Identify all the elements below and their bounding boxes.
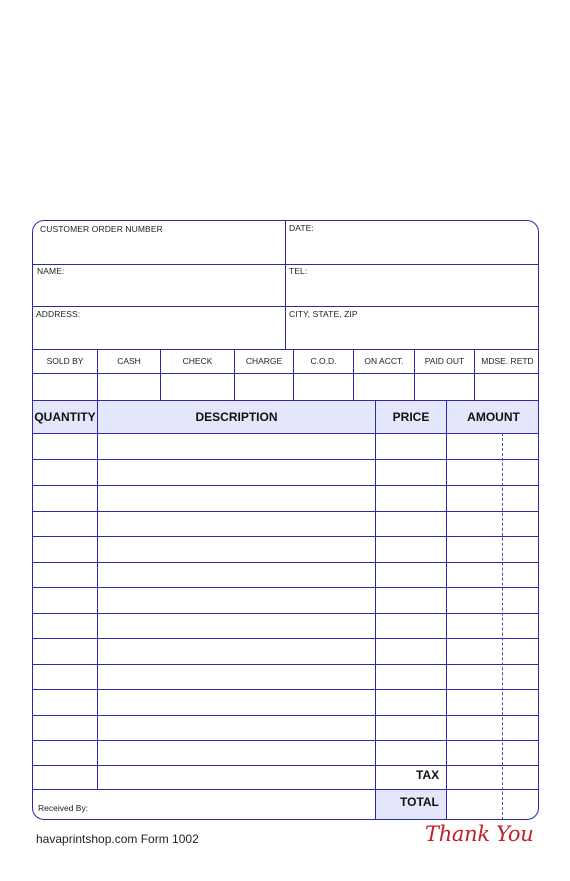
cents-divider <box>502 433 503 820</box>
table-row-rule <box>33 689 539 690</box>
rule <box>33 433 539 434</box>
table-row-rule <box>33 459 539 460</box>
column-rule <box>375 400 376 820</box>
quantity-header: QUANTITY <box>34 409 96 424</box>
tel-label: TEL: <box>289 266 308 276</box>
form-footer: havaprintshop.com Form 1002 <box>36 832 199 846</box>
table-row-rule <box>33 562 539 563</box>
table-row-rule <box>33 789 539 790</box>
check-label: CHECK <box>182 356 213 366</box>
city-state-zip-label: CITY, STATE, ZIP <box>289 309 358 319</box>
table-row-rule <box>33 765 539 766</box>
customer-order-number-label: CUSTOMER ORDER NUMBER <box>40 224 163 234</box>
table-row-rule <box>33 587 539 588</box>
name-label: NAME: <box>37 266 65 276</box>
table-row-rule <box>33 511 539 512</box>
column-rule <box>97 400 98 789</box>
on-account-label: ON ACCT. <box>364 356 404 366</box>
table-row-rule <box>33 664 539 665</box>
price-header: PRICE <box>392 409 430 424</box>
column-rule <box>446 400 447 820</box>
rule <box>33 264 539 265</box>
table-row-rule <box>33 613 539 614</box>
received-by-label: Received By: <box>38 803 89 813</box>
rule <box>33 306 539 307</box>
cod-label: C.O.D. <box>310 356 337 366</box>
thank-you-script: Thank You <box>425 822 534 846</box>
sold-by-label: SOLD BY <box>46 356 84 366</box>
table-row-rule <box>33 536 539 537</box>
rule <box>33 373 539 374</box>
address-label: ADDRESS: <box>36 309 81 319</box>
sales-order-form <box>32 220 539 820</box>
date-label: DATE: <box>289 223 314 233</box>
description-header: DESCRIPTION <box>195 409 278 424</box>
merchandise-returned-label: MDSE. RETD <box>481 356 534 366</box>
paid-out-label: PAID OUT <box>424 356 465 366</box>
charge-label: CHARGE <box>245 356 283 366</box>
table-row-rule <box>33 485 539 486</box>
total-label: TOTAL <box>400 795 439 809</box>
amount-header: AMOUNT <box>467 409 520 424</box>
rule <box>285 221 286 349</box>
cash-label: CASH <box>117 356 141 366</box>
tax-label: TAX <box>416 768 440 782</box>
table-row-rule <box>33 638 539 639</box>
table-row-rule <box>33 715 539 716</box>
table-row-rule <box>33 740 539 741</box>
